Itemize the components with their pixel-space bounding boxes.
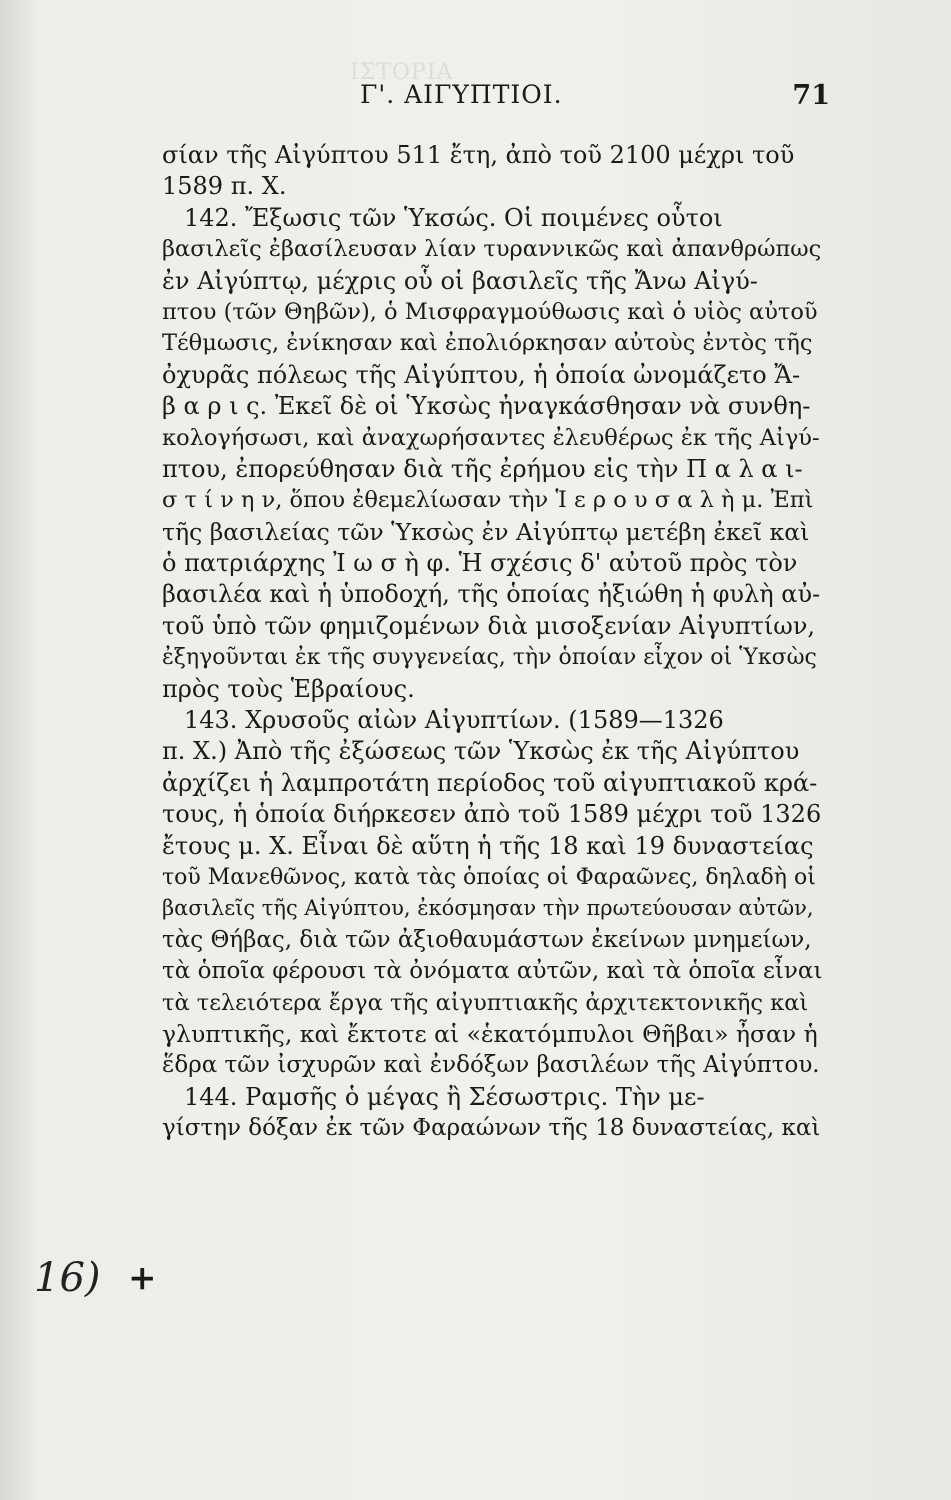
text-line: π. Χ.) Ἀπὸ τῆς ἐξώσεως τῶν Ὑκσὼς ἐκ τῆς Αἰγύπτου (162, 737, 800, 766)
text-line: ἐν Αἰγύπτῳ, μέχρις οὗ οἱ βασιλεῖς τῆς Ἄνω Αἰγύ- (162, 266, 758, 295)
text-line: ὁ πατριάρχης Ἰ ω σ ὴ φ. Ἡ σχέσις δ' αὐτοῦ πρὸς τὸν (162, 549, 798, 578)
text-line: 1589 π. Χ. (162, 172, 287, 201)
text-line: πτου (τῶν Θηβῶν), ὁ Μισφραγμούθωσις καὶ ὁ υἱὸς αὐτοῦ (162, 298, 818, 325)
text-line: πτου, ἐπορεύθησαν διὰ τῆς ἐρήμου εἰς τὴν Π α λ α ι- (162, 454, 803, 483)
text-line: τὰ τελειότερα ἔργα τῆς αἰγυπτιακῆς ἀρχιτεκτονικῆς καὶ (162, 989, 809, 1016)
text-line: βασιλέα καὶ ἡ ὑποδοχή, τῆς ὁποίας ἠξιώθη ἡ φυλὴ αὐ- (162, 580, 821, 609)
text-line: ἐξηγοῦνται ἐκ τῆς συγγενείας, τὴν ὁποίαν εἶχον οἱ Ὑκσὼς (162, 645, 817, 671)
text-line: τους, ἡ ὁποία διήρκεσεν ἀπὸ τοῦ 1589 μέχρι τοῦ 1326 (162, 800, 822, 829)
text-line: ἕδρα τῶν ἰσχυρῶν καὶ ἐνδόξων βασιλέων τῆς Αἰγύπτου. (162, 1052, 820, 1079)
handwritten-margin-number: 16) (34, 1255, 101, 1301)
text-line: τοῦ ὑπὸ τῶν φημιζομένων διὰ μισοξενίαν Αἰγυπτίων, (162, 611, 816, 640)
text-line: βασιλεῖς ἐβασίλευσαν λίαν τυραννικῶς καὶ ἀπανθρώπως (162, 236, 822, 263)
text-line: τοῦ Μανεθῶνος, κατὰ τὰς ὁποίας οἱ Φαραῶνες, δηλαδὴ οἱ (162, 864, 816, 890)
text-line: τῆς βασιλείας τῶν Ὑκσὼς ἐν Αἰγύπτῳ μετέβη ἐκεῖ καὶ (162, 517, 810, 546)
text-line: β α ρ ι ς. Ἐκεῖ δὲ οἱ Ὑκσὼς ἠναγκάσθησαν νὰ συνθη- (162, 392, 811, 421)
text-line: 144. Ραμσῆς ὁ μέγας ἢ Σέσωστρις. Τὴν με- (184, 1082, 705, 1111)
text-line: τὰς Θήβας, διὰ τῶν ἀξιοθαυμάστων ἐκείνων μνημείων, (162, 926, 812, 953)
handwritten-plus-mark: + (128, 1258, 157, 1298)
text-line: γλυπτικῆς, καὶ ἔκτοτε αἱ «ἑκατόμπυλοι Θῆβαι» ἦσαν ἡ (162, 1019, 818, 1048)
text-line: ὀχυρᾶς πόλεως τῆς Αἰγύπτου, ἡ ὁποία ὠνομάζετο Ἄ- (162, 360, 801, 389)
text-line: 143. Χρυσοῦς αἰὼν Αἰγυπτίων. (1589—1326 (184, 706, 724, 735)
text-line: τὰ ὁποῖα φέρουσι τὰ ὀνόματα αὐτῶν, καὶ τὰ ὁποῖα εἶναι (162, 958, 823, 985)
body-text (162, 140, 822, 1145)
text-line: ἀρχίζει ἡ λαμπροτάτη περίοδος τοῦ αἰγυπτιακοῦ κρά- (162, 768, 818, 797)
text-line: Τέθμωσις, ἐνίκησαν καὶ ἐπολιόρκησαν αὐτοὺς ἐντὸς τῆς (162, 330, 813, 357)
bleed-through-text: ΙΣΤΟΡΙΑ (350, 60, 454, 85)
text-line: σ τ ί ν η ν, ὅπου ἐθεμελίωσαν τὴν Ἱ ε ρ ο υ σ α λ ὴ μ. Ἐπὶ (162, 487, 814, 514)
page-number: 71 (792, 80, 830, 111)
running-head: Γ'. ΑΙΓΥΠΤΙΟΙ. (360, 80, 563, 109)
text-line: βασιλεῖς τῆς Αἰγύπτου, ἐκόσμησαν τὴν πρωτεύουσαν αὐτῶν, (162, 896, 814, 921)
text-line: κολογήσωσι, καὶ ἀναχωρήσαντες ἐλευθέρως ἐκ τῆς Αἰγύ- (162, 424, 820, 451)
text-line: 142. Ἔξωσις τῶν Ὑκσώς. Οἱ ποιμένες οὗτοι (184, 203, 723, 232)
page-header (160, 80, 830, 120)
text-line: σίαν τῆς Αἰγύπτου 511 ἔτη, ἀπὸ τοῦ 2100 μέχρι τοῦ (162, 141, 795, 169)
text-line: ἔτους μ. Χ. Εἶναι δὲ αὕτη ἡ τῆς 18 καὶ 19 δυναστείας (162, 831, 814, 860)
text-line: πρὸς τοὺς Ἑβραίους. (162, 674, 415, 703)
text-line: γίστην δόξαν ἐκ τῶν Φαραώνων τῆς 18 δυναστείας, καὶ (162, 1115, 821, 1142)
